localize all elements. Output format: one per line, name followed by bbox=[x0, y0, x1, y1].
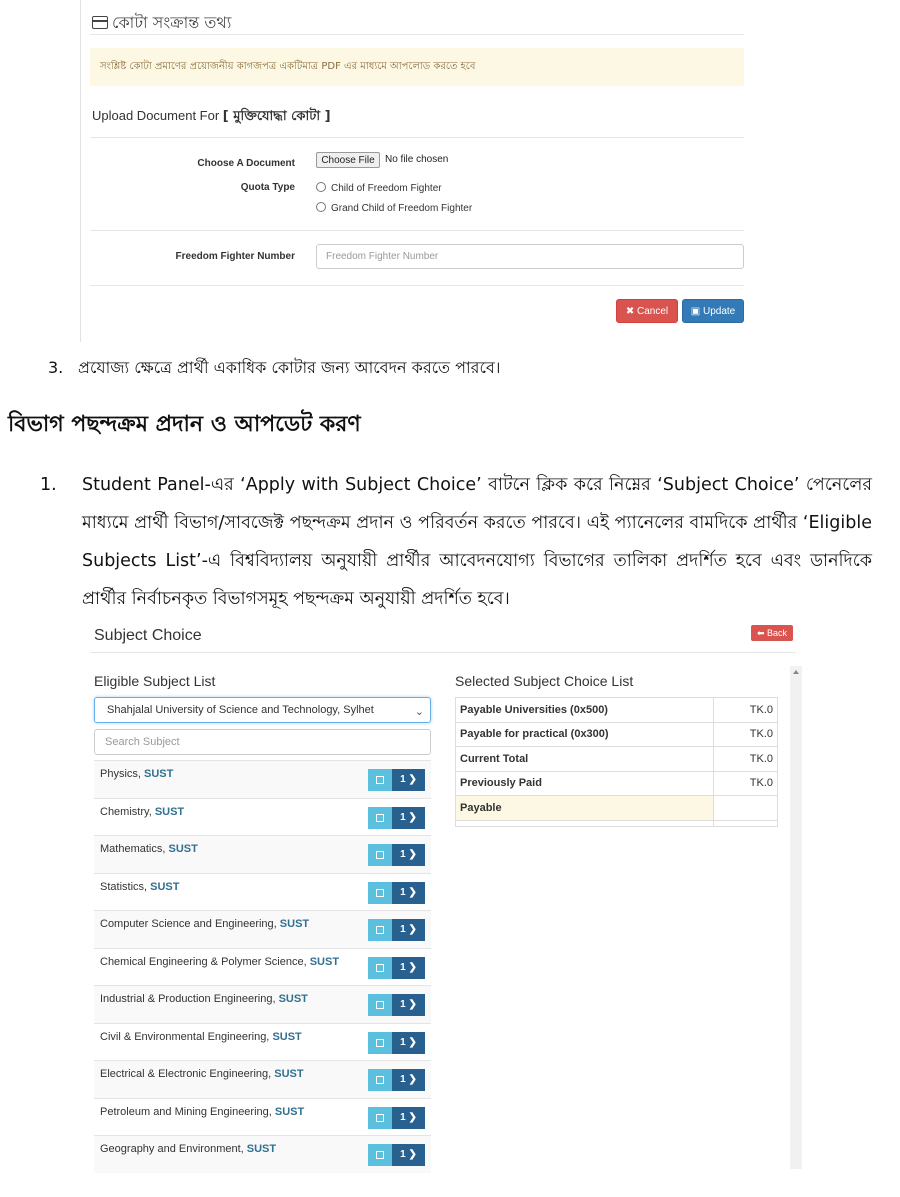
list-item bbox=[94, 985, 431, 1023]
subject-name bbox=[100, 1106, 304, 1118]
fee-value: TK.0 bbox=[714, 747, 778, 772]
university-code: SUST bbox=[278, 993, 308, 1005]
list-item bbox=[94, 760, 431, 798]
table-row bbox=[456, 771, 778, 796]
subject-label: Petroleum and Mining Engineering, bbox=[100, 1105, 272, 1118]
update-label: Update bbox=[702, 306, 736, 317]
eligible-list-title: Eligible Subject List bbox=[94, 673, 216, 689]
upload-prefix: Upload Document For bbox=[92, 108, 220, 123]
scroll-up-icon[interactable] bbox=[793, 670, 799, 674]
subject-name bbox=[100, 806, 184, 818]
chevron-right-icon: ❯ bbox=[408, 1036, 417, 1048]
fee-label: Payable for practical (0x300) bbox=[456, 722, 714, 747]
list-item-1 bbox=[40, 466, 872, 618]
order-number: 1 bbox=[400, 924, 406, 935]
detail-icon[interactable] bbox=[368, 957, 392, 979]
table-row bbox=[456, 747, 778, 772]
chevron-right-icon: ❯ bbox=[408, 924, 417, 935]
upload-quota-name: [ মুক্তিযোদ্ধা কোটা ] bbox=[222, 109, 331, 124]
back-label: Back bbox=[767, 628, 788, 638]
list-number: 1. bbox=[40, 475, 57, 495]
add-subject-button[interactable] bbox=[392, 769, 425, 791]
eligible-subject-list bbox=[94, 760, 431, 1173]
subject-name bbox=[100, 1143, 276, 1155]
list-item bbox=[94, 910, 431, 948]
fee-value: TK.0 bbox=[714, 722, 778, 747]
cancel-button[interactable] bbox=[616, 299, 678, 323]
payable-label: Payable bbox=[456, 796, 714, 821]
payable-value bbox=[714, 796, 778, 821]
option-label: Grand Child of Freedom Fighter bbox=[331, 203, 473, 214]
chevron-right-icon: ❯ bbox=[408, 774, 417, 785]
quota-option-grandchild[interactable] bbox=[316, 202, 472, 214]
university-code: SUST bbox=[246, 1143, 277, 1155]
fee-label: Current Total bbox=[456, 747, 714, 772]
ff-number-input[interactable]: Freedom Fighter Number bbox=[316, 244, 744, 269]
list-item bbox=[94, 1098, 431, 1136]
order-number: 1 bbox=[400, 1149, 406, 1160]
list-item bbox=[94, 873, 431, 911]
subject-label: Physics, bbox=[100, 768, 141, 780]
list-item bbox=[94, 798, 431, 836]
chevron-right-icon: ❯ bbox=[408, 961, 417, 973]
scrollbar[interactable] bbox=[790, 666, 802, 1169]
order-number: 1 bbox=[400, 849, 406, 860]
list-item bbox=[94, 835, 431, 873]
add-subject-button[interactable] bbox=[392, 882, 425, 904]
chevron-right-icon: ❯ bbox=[408, 811, 417, 823]
subject-label: Electrical & Electronic Engineering, bbox=[100, 1068, 272, 1080]
order-number: 1 bbox=[400, 961, 406, 973]
fee-label: Payable Universities (0x500) bbox=[456, 698, 714, 723]
detail-icon[interactable] bbox=[368, 844, 392, 866]
order-number: 1 bbox=[400, 886, 406, 898]
university-selected: Shahjalal University of Science and Technology, Sylhet bbox=[107, 704, 374, 716]
arrow-left-icon: ⬅︎ bbox=[756, 628, 768, 638]
subject-label: Computer Science and Engineering, bbox=[100, 918, 277, 930]
upload-for-label bbox=[92, 107, 331, 128]
subject-label: Chemistry, bbox=[100, 805, 152, 818]
subject-label: Civil & Environmental Engineering, bbox=[100, 1030, 270, 1043]
fee-table bbox=[455, 697, 778, 827]
list-item bbox=[94, 1060, 431, 1098]
add-subject-button[interactable] bbox=[392, 1144, 425, 1166]
add-subject-button[interactable] bbox=[392, 957, 425, 979]
chevron-right-icon: ❯ bbox=[408, 1111, 417, 1123]
add-subject-button[interactable] bbox=[392, 807, 425, 829]
order-number: 1 bbox=[400, 1036, 406, 1048]
chevron-right-icon: ❯ bbox=[408, 999, 417, 1010]
chevron-down-icon: ⌄ bbox=[414, 706, 424, 718]
university-code: SUST bbox=[272, 1030, 302, 1043]
divider bbox=[90, 230, 744, 231]
add-subject-button[interactable] bbox=[392, 844, 425, 866]
order-number: 1 bbox=[400, 811, 406, 823]
subject-name bbox=[100, 768, 173, 780]
list-item bbox=[94, 948, 431, 986]
list-item-3 bbox=[48, 355, 501, 382]
detail-icon[interactable] bbox=[368, 1107, 392, 1129]
list-item bbox=[94, 1135, 431, 1173]
chevron-right-icon: ❯ bbox=[408, 1074, 417, 1085]
subject-name bbox=[100, 918, 309, 930]
university-code: SUST bbox=[168, 843, 198, 855]
subject-name bbox=[100, 881, 179, 893]
divider bbox=[90, 34, 744, 35]
divider bbox=[90, 137, 744, 138]
subject-name bbox=[100, 843, 198, 855]
quota-section-title bbox=[92, 10, 231, 37]
choose-file-button[interactable]: Choose File bbox=[316, 152, 380, 168]
subject-label: Mathematics, bbox=[100, 843, 166, 855]
subject-choice-title: Subject Choice bbox=[94, 627, 202, 644]
add-subject-button[interactable] bbox=[392, 919, 425, 941]
no-file-text: No file chosen bbox=[385, 154, 449, 165]
subject-name bbox=[100, 1031, 302, 1043]
back-button[interactable] bbox=[751, 625, 793, 641]
selected-list-title: Selected Subject Choice List bbox=[455, 673, 634, 689]
detail-icon[interactable] bbox=[368, 882, 392, 904]
quota-title-text: কোটা সংক্রান্ত তথ্য bbox=[112, 13, 232, 32]
university-code: SUST bbox=[150, 880, 180, 893]
divider bbox=[90, 285, 744, 286]
upload-warning: সংশ্লিষ্ট কোটা প্রমাণের প্রয়োজনীয় কাগজপত্র একটিমাত্র PDF এর মাধ্যমে আপলোড করতে হবে bbox=[90, 48, 744, 86]
cancel-icon: ✖︎ bbox=[625, 306, 638, 317]
card-icon bbox=[92, 16, 108, 29]
chevron-right-icon: ❯ bbox=[408, 1149, 417, 1160]
list-text: প্রযোজ্য ক্ষেত্রে প্রার্থী একাধিক কোটার জন্য আবেদন করতে পারবে। bbox=[78, 358, 501, 377]
chevron-right-icon: ❯ bbox=[408, 849, 417, 860]
ff-number-label: Freedom Fighter Number bbox=[175, 251, 295, 262]
fee-label: Previously Paid bbox=[456, 771, 714, 796]
quota-option-child[interactable] bbox=[316, 182, 442, 194]
subject-label: Geography and Environment, bbox=[100, 1143, 244, 1155]
university-code: SUST bbox=[274, 1068, 304, 1080]
table-row bbox=[456, 821, 778, 827]
university-code: SUST bbox=[309, 955, 340, 968]
detail-icon[interactable] bbox=[368, 994, 392, 1016]
subject-name bbox=[100, 1068, 304, 1080]
add-subject-button[interactable] bbox=[392, 994, 425, 1016]
order-number: 1 bbox=[400, 999, 406, 1010]
subject-label: Chemical Engineering & Polymer Science, bbox=[100, 955, 307, 968]
list-item bbox=[94, 1023, 431, 1061]
add-subject-button[interactable] bbox=[392, 1032, 425, 1054]
subject-label: Statistics, bbox=[100, 880, 148, 893]
university-code: SUST bbox=[274, 1105, 305, 1118]
list-number: 3. bbox=[48, 358, 64, 377]
detail-icon[interactable] bbox=[368, 1069, 392, 1091]
university-select[interactable] bbox=[94, 697, 431, 723]
detail-icon[interactable] bbox=[368, 1144, 392, 1166]
search-subject-input[interactable]: Search Subject bbox=[94, 729, 431, 755]
update-button[interactable] bbox=[682, 299, 744, 323]
add-subject-button[interactable] bbox=[392, 1107, 425, 1129]
add-subject-button[interactable] bbox=[392, 1069, 425, 1091]
subject-label: Industrial & Production Engineering, bbox=[100, 993, 276, 1005]
subject-name bbox=[100, 956, 339, 968]
order-number: 1 bbox=[400, 1074, 406, 1085]
detail-icon[interactable] bbox=[368, 769, 392, 791]
section-heading: বিভাগ পছন্দক্রম প্রদান ও আপডেট করণ bbox=[8, 412, 361, 437]
payable-row bbox=[456, 796, 778, 821]
detail-icon[interactable] bbox=[368, 1032, 392, 1054]
chevron-right-icon: ❯ bbox=[408, 886, 417, 898]
detail-icon[interactable] bbox=[368, 919, 392, 941]
university-code: SUST bbox=[144, 768, 174, 780]
university-code: SUST bbox=[279, 918, 310, 930]
list-text: Student Panel-এর ‘Apply with Subject Choice’ বাটনে ক্লিক করে নিম্নের ‘Subject Choice’ পেনেলের মাধ্যমে প্রার্থী বিভাগ/সাবজেক্ট পছন্দক্রম প্রদান ও পরিবর্তন করতে পারবে। এই প্যানেলের বামদিকে প্রার্থীর ‘Eligible Subjects List’-এ বিশ্ববিদ্যালয় অনুযায়ী প্রার্থীর আবেদনযোগ্য বিভাগের তালিকা প্রদর্শিত হবে এবং ডানদিকে প্রার্থীর নির্বাচনকৃত বিভাগসমূহ পছন্দক্রম অনুযায়ী প্রদর্শিত হবে। bbox=[82, 475, 872, 609]
university-code: SUST bbox=[154, 805, 185, 818]
table-row bbox=[456, 698, 778, 723]
choose-document-label: Choose A Document bbox=[197, 158, 295, 169]
radio-icon[interactable] bbox=[316, 202, 326, 212]
cancel-label: Cancel bbox=[637, 306, 669, 317]
order-number: 1 bbox=[400, 1111, 406, 1123]
fee-value: TK.0 bbox=[714, 771, 778, 796]
save-icon: ▣ bbox=[690, 306, 703, 317]
subject-name bbox=[100, 993, 308, 1005]
empty-cell bbox=[456, 821, 714, 827]
fee-value: TK.0 bbox=[714, 698, 778, 723]
empty-cell bbox=[714, 821, 778, 827]
order-number: 1 bbox=[400, 774, 406, 785]
table-row bbox=[456, 722, 778, 747]
radio-icon[interactable] bbox=[316, 182, 326, 192]
divider bbox=[90, 652, 796, 653]
detail-icon[interactable] bbox=[368, 807, 392, 829]
quota-type-label: Quota Type bbox=[240, 182, 295, 193]
option-label: Child of Freedom Fighter bbox=[331, 183, 442, 194]
